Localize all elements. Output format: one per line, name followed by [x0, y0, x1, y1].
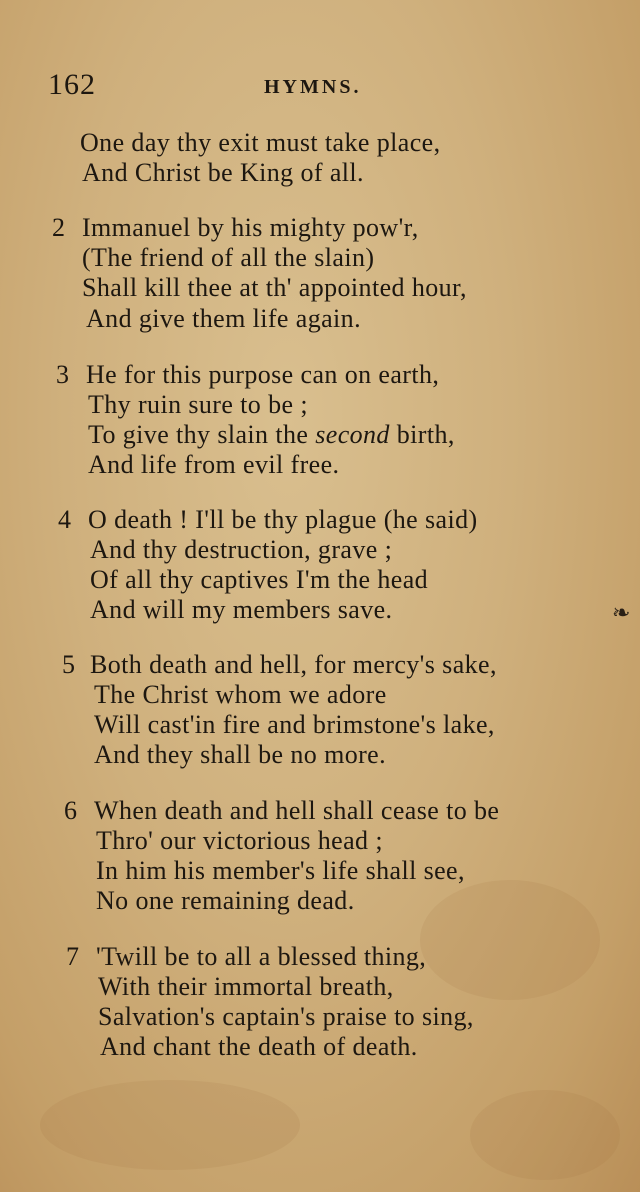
running-head: HYMNS.: [264, 76, 362, 98]
verse-line: And thy destruction, grave ;: [90, 535, 393, 564]
verse-line: Thro' our victorious head ;: [96, 826, 383, 855]
verse-line: And they shall be no more.: [94, 740, 387, 769]
page-stain: [470, 1090, 620, 1180]
verse-line: To give thy slain the second birth,: [88, 420, 455, 449]
stanza-number: 5: [62, 650, 75, 679]
verse-line: Of all thy captives I'm the head: [90, 565, 429, 594]
verse-line: Will cast'in fire and brimstone's lake,: [94, 710, 495, 739]
page-number: 162: [48, 68, 96, 101]
verse-line: No one remaining dead.: [96, 886, 355, 915]
verse-line: Immanuel by his mighty pow'r,: [82, 213, 419, 242]
verse-line: And give them life again.: [86, 304, 361, 333]
verse-line: When death and hell shall cease to be: [94, 796, 500, 825]
verse-line: With their immortal breath,: [98, 972, 394, 1001]
verse-line: Thy ruin sure to be ;: [88, 390, 308, 419]
stanza-number: 2: [52, 213, 65, 242]
verse-line: And will my members save.: [90, 595, 393, 624]
stanza-number: 7: [66, 942, 79, 971]
verse-line: Both death and hell, for mercy's sake,: [90, 650, 497, 679]
stanza-number: 6: [64, 796, 77, 825]
verse-line: O death ! I'll be thy plague (he said): [88, 505, 478, 534]
verse-line: (The friend of all the slain): [82, 243, 375, 272]
verse-line: And chant the death of death.: [100, 1032, 418, 1061]
verse-line: He for this purpose can on earth,: [86, 360, 440, 389]
stanza-number: 3: [56, 360, 69, 389]
verse-line: One day thy exit must take place,: [80, 128, 441, 157]
page-stain: [40, 1080, 300, 1170]
verse-line: Salvation's captain's praise to sing,: [98, 1002, 474, 1031]
verse-line: The Christ whom we adore: [94, 680, 387, 709]
verse-line: Shall kill thee at th' appointed hour,: [82, 273, 467, 302]
printers-ornament: ❧: [612, 600, 631, 625]
verse-line: And life from evil free.: [88, 450, 340, 479]
verse-line: And Christ be King of all.: [82, 158, 364, 187]
verse-line: In him his member's life shall see,: [96, 856, 465, 885]
page-stain: [420, 880, 600, 1000]
verse-line: 'Twill be to all a blessed thing,: [96, 942, 427, 971]
stanza-number: 4: [58, 505, 71, 534]
